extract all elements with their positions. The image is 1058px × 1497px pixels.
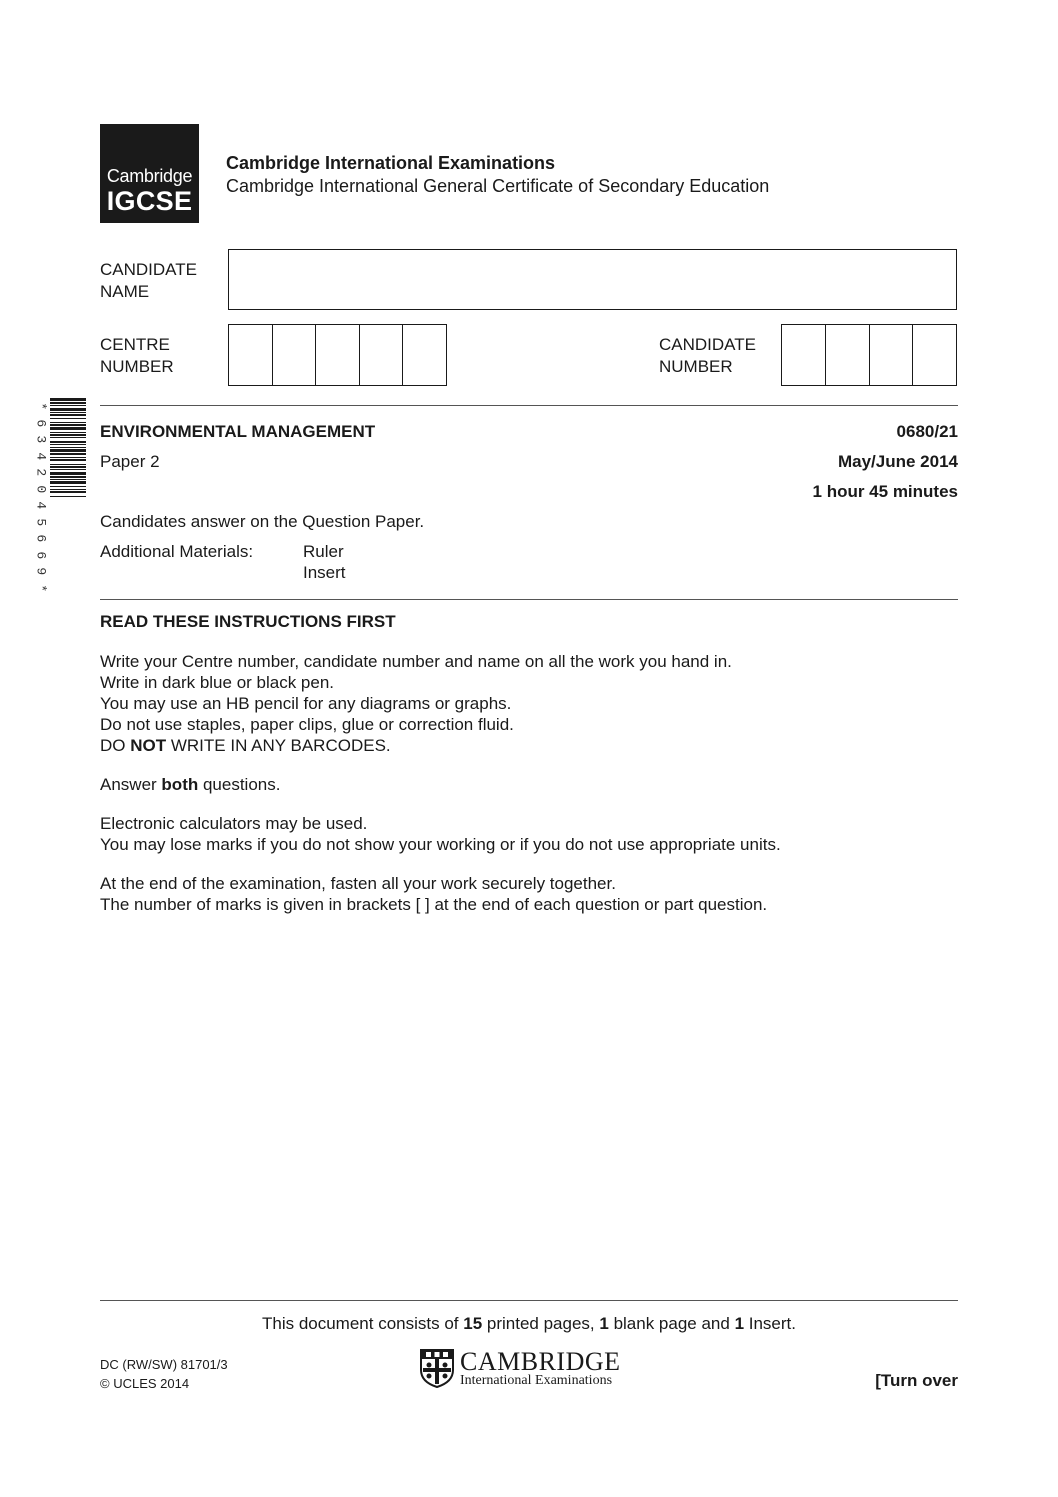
instruction-line [100,735,781,756]
answer-note: Candidates answer on the Question Paper. [100,512,425,531]
barcode-digit: 0 [33,484,49,493]
candidate-number-cell[interactable] [825,325,869,385]
divider [100,405,958,406]
barcode-digit: 2 [33,468,49,477]
barcode-bar [50,481,86,484]
barcode-digit: 6 [33,550,49,559]
answer-pre: Answer [100,775,162,794]
instruction-line [100,774,781,795]
divider [100,599,958,600]
barcode-bar [50,496,86,497]
centre-number-label-line2: NUMBER [100,357,174,376]
exam-session: May/June 2014 [837,452,958,471]
barcode-bar [50,418,86,419]
barcode-bar [50,405,86,406]
instruction-line: Electronic calculators may be used. [100,814,368,833]
barcode-bar [50,432,86,433]
barcode-bar [50,466,86,468]
barcode-bar [50,434,86,436]
barcode-digits [33,398,47,598]
page-count-note [0,1313,1058,1334]
centre-number-cell[interactable] [315,325,359,385]
instruction-line: At the end of the examination, fasten all your work securely together. [100,874,616,893]
barcode-digit: 4 [33,501,49,510]
answer-post: questions. [198,775,281,794]
barcode-bar [50,441,86,443]
candidate-number-label [659,334,756,378]
page-note-part: blank page and [608,1314,735,1333]
candidate-name-label-line1: CANDIDATE [100,260,197,279]
copyright-notice: © UCLES 2014 [100,1376,190,1391]
instruction-line: Write your Centre number, candidate number and name on all the work you hand in. [100,652,732,671]
barcode-bar [50,479,86,480]
barcode-digit: 6 [33,418,49,427]
barcode-bar [50,444,86,445]
logo-line2: IGCSE [106,186,193,216]
reference-code: DC (RW/SW) 81701/3 [100,1357,228,1372]
materials-label: Additional Materials: [100,542,254,561]
barcode-digit: * [33,583,49,592]
barcode-digit: 5 [33,517,49,526]
barcode-digit: * [33,402,49,411]
printed-pages-count: 15 [463,1314,483,1333]
barcode-bar [50,424,86,426]
blank-pages-count: 1 [599,1314,609,1333]
candidate-number-label-line1: CANDIDATE [659,335,756,354]
instruction-line: You may lose marks if you do not show your working or if you do not use appropriate units. [100,835,781,854]
centre-number-cell[interactable] [229,325,272,385]
barcode-bar [50,422,86,423]
barcode-bar [50,491,86,493]
cambridge-wordmark: CAMBRIDGE [460,1347,621,1376]
candidate-name-label-line2: NAME [100,282,150,301]
cambridge-crest-icon [419,1348,455,1388]
instruction-line: The number of marks is given in brackets [ ] at the end of each question or part question. [100,895,768,914]
page-note-part: This document consists of [261,1314,464,1333]
barcode-bar [50,453,86,455]
barcode-digit: 6 [33,534,49,543]
answer-bold: both [161,775,199,794]
barcode-bar [50,437,86,438]
centre-number-cell[interactable] [272,325,316,385]
barcodes-post: WRITE IN ANY BARCODES. [166,736,391,755]
inserts-count: 1 [734,1314,745,1333]
document-reference [100,1355,228,1393]
instructions-body [100,651,781,915]
barcode-bar [50,449,86,452]
barcode-bar [50,457,86,458]
barcode-bar [50,489,86,490]
instruction-line: Do not use staples, paper clips, glue or correction fluid. [100,715,514,734]
barcode-bar [50,469,86,470]
subject-title: ENVIRONMENTAL MANAGEMENT [100,422,376,441]
barcode-digit: 4 [33,451,49,460]
paper-number: Paper 2 [100,452,160,471]
materials-list [303,541,346,583]
syllabus-code: 0680/21 [896,422,958,441]
instruction-line: You may use an HB pencil for any diagrams or graphs. [100,694,512,713]
candidate-number-cell[interactable] [869,325,913,385]
barcodes-bold: NOT [130,736,167,755]
material-item: Insert [303,563,346,582]
barcode-bar [50,412,86,413]
instructions-heading: READ THESE INSTRUCTIONS FIRST [100,612,396,631]
exam-duration: 1 hour 45 minutes [812,482,958,501]
barcode-bar [50,459,86,461]
cambridge-subtitle: International Examinations [460,1373,613,1388]
candidate-number-label-line2: NUMBER [659,357,733,376]
logo-line1: Cambridge [106,166,193,186]
barcode-bar [50,408,86,411]
barcode-digit: 9 [33,567,49,576]
turn-over-note: [Turn over [875,1371,958,1390]
instruction-line: Write in dark blue or black pen. [100,673,335,692]
centre-number-boxes[interactable] [228,324,447,386]
centre-number-label-line1: CENTRE [100,335,170,354]
barcode-bar [50,402,86,404]
barcode-bar [50,427,86,430]
page-note-part: Insert. [744,1314,796,1333]
centre-number-label [100,334,174,378]
barcode-digit: 3 [33,435,49,444]
divider [100,1300,958,1301]
barcodes-pre: DO [100,736,131,755]
candidate-number-cell[interactable] [912,325,956,385]
barcode-bar [50,476,86,478]
material-item: Ruler [303,542,344,561]
candidate-number-cell[interactable] [782,325,825,385]
centre-number-cell[interactable] [359,325,403,385]
cambridge-igcse-logo [100,124,199,223]
barcode-bar [50,398,86,401]
barcode-bar [50,486,86,487]
candidate-number-boxes[interactable] [781,324,957,386]
page-note-part: printed pages, [482,1314,600,1333]
barcode-bar [50,472,86,475]
candidate-name-box[interactable] [228,249,957,310]
centre-number-cell[interactable] [402,325,446,385]
exam-board-title: Cambridge International Examinations [226,153,556,173]
barcode-bar [50,464,86,465]
candidate-name-label [100,259,197,303]
barcode-bar [50,414,86,416]
qualification-title: Cambridge International General Certificate of Secondary Education [226,176,770,196]
barcode-bar [50,447,86,448]
